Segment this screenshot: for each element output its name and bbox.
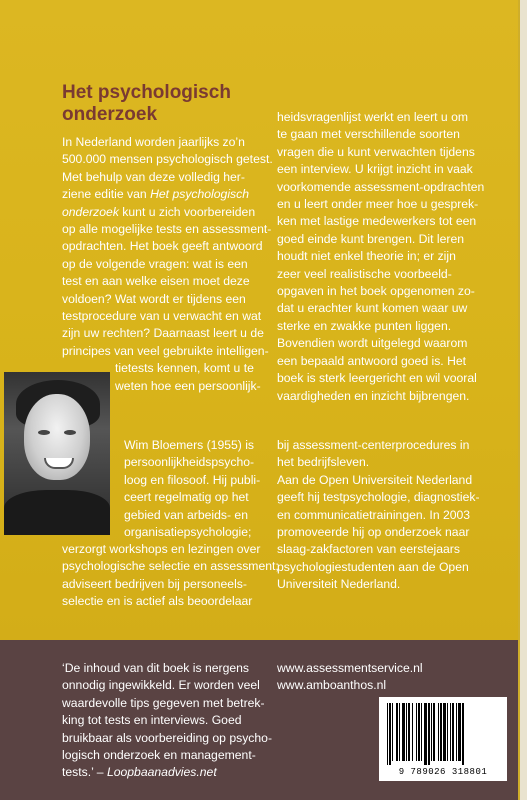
text-line: psychologiestudenten aan de Open xyxy=(277,559,469,574)
text-line: het bedrijfsleven. xyxy=(277,455,370,470)
text-line: dat u erachter kunt komen waar uw xyxy=(277,301,468,316)
text-line: zeer veel realistische voorbeeld- xyxy=(277,266,452,281)
text-line: selectie en is actief als beoordelaar xyxy=(62,594,253,609)
barcode-number: 9 789026 318801 xyxy=(398,767,488,777)
text-line: Bovendien wordt uitgelegd waarom xyxy=(277,336,468,351)
text-line: bruikbaar als voorbereiding op psycho- xyxy=(62,730,273,745)
barcode-bar xyxy=(416,703,417,761)
barcode-bar xyxy=(402,703,405,761)
text-line: gebied van arbeids- en xyxy=(124,507,248,522)
text-line: Aan de Open Universiteit Nederland xyxy=(277,472,473,487)
barcode-bar xyxy=(421,703,422,761)
text-line: logisch onderzoek en management- xyxy=(62,748,256,763)
author-bio-narrow xyxy=(124,437,260,541)
text-line: king tot tests en interviews. Goed xyxy=(62,713,242,728)
text-line: In Nederland worden jaarlijks zo’n xyxy=(62,135,245,149)
text-line: opdrachten. Het boek geeft antwoord xyxy=(62,239,263,254)
review-quote xyxy=(62,660,272,782)
barcode-bar xyxy=(458,703,461,761)
text-line: Met behulp van deze volledig her- xyxy=(62,169,245,184)
intro-text-right xyxy=(277,109,484,405)
author-bio-right xyxy=(277,437,480,594)
text-line: slaag-zakfactoren van eerstejaars xyxy=(277,542,460,557)
barcode-bar xyxy=(418,703,420,761)
book-title-italic: Het psychologisch xyxy=(150,187,249,202)
text-line: Universiteit Nederland. xyxy=(277,577,401,592)
barcode-bar xyxy=(433,703,435,761)
barcode-bar xyxy=(424,703,427,765)
quote-source: Loopbaanadvies.net xyxy=(106,765,217,780)
text-line: een bepaald antwoord goed is. Het xyxy=(277,353,467,368)
barcode-bar xyxy=(443,703,446,761)
intro-text-left xyxy=(62,134,273,395)
photo-shoulders xyxy=(4,490,110,535)
text-line: ken met lastige medewerkers tot een xyxy=(277,214,477,229)
text-line: te gaan met verschillende soorten xyxy=(277,127,460,142)
barcode-bar xyxy=(389,703,391,765)
text-line: vaardigheden en inzicht bijbrengen. xyxy=(277,388,470,403)
barcode-bar xyxy=(412,703,413,761)
text-line: principes van veel gebruikte intelligen- xyxy=(62,343,269,358)
title-line: Het psychologisch xyxy=(62,82,231,103)
barcode-bar xyxy=(396,703,398,761)
text-line: voorkomende assessment-opdrachten xyxy=(277,179,485,194)
text-line: en communicatietrainingen. In 2003 xyxy=(277,507,471,522)
website-list xyxy=(277,660,423,695)
author-bio-wide xyxy=(62,541,279,611)
text-line: test en aan welke eisen moet deze xyxy=(62,274,250,289)
text-line xyxy=(62,204,273,221)
text-line: promoveerde hij op onderzoek naar xyxy=(277,525,470,540)
text-line xyxy=(62,764,272,781)
barcode-bars xyxy=(385,703,501,765)
text-span: ziene editie van xyxy=(62,187,147,202)
text-span: kunt u zich voorbereiden xyxy=(118,204,256,219)
barcode-bar xyxy=(462,703,464,765)
title-line: onderzoek xyxy=(62,104,158,125)
barcode-bar xyxy=(399,703,400,761)
text-span: tests.’ – xyxy=(62,765,107,780)
barcode-bar xyxy=(428,703,430,765)
photo-eye xyxy=(38,430,50,435)
text-line: persoonlijkheidspsycho- xyxy=(124,455,255,470)
text-line: voldoen? Wat wordt er tijdens een xyxy=(62,291,246,306)
text-line: testprocedure van u verwacht en wat xyxy=(62,309,262,324)
barcode-bar xyxy=(440,703,442,761)
text-line: psychologische selectie en assessment; xyxy=(62,559,279,574)
text-line: op alle mogelijke tests en assessment- xyxy=(62,222,272,237)
barcode-bar xyxy=(392,703,393,761)
barcode-bar xyxy=(450,703,451,761)
photo-eye xyxy=(64,430,76,435)
text-line: heidsvragenlijst werkt en leert u om xyxy=(277,110,469,124)
barcode-bar xyxy=(456,703,457,761)
barcode-bar xyxy=(408,703,410,761)
website-link[interactable]: www.assessmentservice.nl xyxy=(277,661,423,675)
text-line: onnodig ingewikkeld. Er worden veel xyxy=(62,678,260,693)
text-line: bij assessment-centerprocedures in xyxy=(277,438,470,452)
barcode-bar xyxy=(431,703,432,761)
text-line: goed einde kunt brengen. Dit leren xyxy=(277,231,465,246)
website-link[interactable]: www.amboanthos.nl xyxy=(277,678,387,693)
text-line: houdt niet enkel theorie in; er zijn xyxy=(277,249,456,264)
text-line: zijn uw rechten? Daarnaast leert u de xyxy=(62,326,264,341)
text-line: loog en filosoof. Hij publi- xyxy=(124,472,261,487)
book-title xyxy=(62,82,282,126)
author-photo xyxy=(4,372,110,535)
text-line: waardevolle tips gegeven met betrek- xyxy=(62,695,265,710)
barcode-bar xyxy=(438,703,439,761)
text-line: verzorgt workshops en lezingen over xyxy=(62,542,261,556)
isbn-barcode xyxy=(379,697,507,781)
text-line: adviseert bedrijven bij personeels- xyxy=(62,576,247,591)
text-line: vragen die u kunt verwachten tijdens xyxy=(277,144,475,159)
text-line: 500.000 mensen psychologisch getest. xyxy=(62,152,273,167)
barcode-bar xyxy=(406,703,407,761)
text-line: en u leert onder meer hoe u gesprek- xyxy=(277,197,479,212)
text-line: geeft hij testpsychologie, diagnostiek- xyxy=(277,490,480,505)
book-title-italic: onderzoek xyxy=(62,204,119,219)
text-line xyxy=(62,186,273,203)
barcode-bar xyxy=(387,703,388,765)
text-line: sterke en zwakke punten liggen. xyxy=(277,318,452,333)
text-line: opgaven in het boek opgenomen zo- xyxy=(277,284,475,299)
text-line: boek is sterk leergericht en wil vooral xyxy=(277,371,477,386)
text-line: organisatiepsychologie; xyxy=(124,525,252,540)
text-line: weten hoe een persoonlijk- xyxy=(115,378,261,393)
barcode-bar xyxy=(447,703,448,761)
text-line: op de volgende vragen: wat is een xyxy=(62,256,248,271)
text-line: Wim Bloemers (1955) is xyxy=(124,438,255,452)
text-line: tietests kennen, komt u te xyxy=(115,361,254,376)
text-line: een interview. U krijgt inzicht in vaak xyxy=(277,162,473,177)
text-line: ceert regelmatig op het xyxy=(124,490,249,505)
text-line: ‘De inhoud van dit boek is nergens xyxy=(62,661,249,675)
barcode-bar xyxy=(452,703,454,761)
